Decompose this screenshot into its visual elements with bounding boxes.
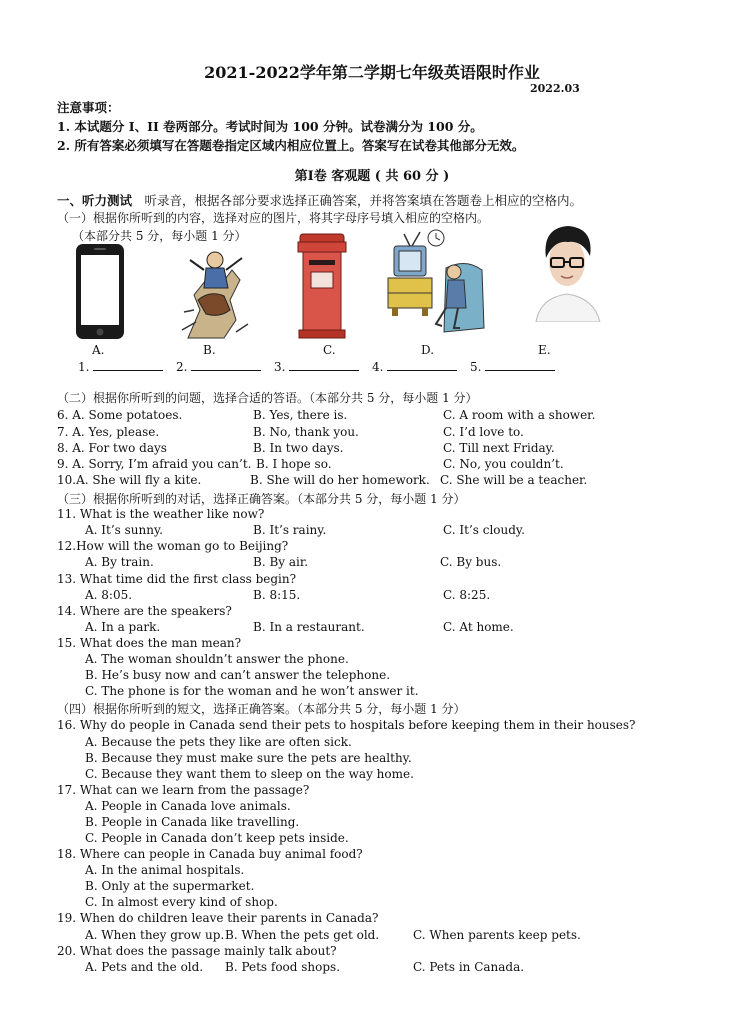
sub1-heading: （一）根据你所听到的内容，选择对应的图片，将其字母序号填入相应的空格内。 [57, 211, 490, 225]
option-c: C. By bus. [440, 555, 502, 569]
option-c: C. At home. [443, 620, 514, 634]
answer-blank[interactable] [176, 358, 261, 374]
option-b: B. Because they must make sure the pets are healthy. [85, 751, 412, 765]
horse-rider-icon [180, 240, 252, 340]
picture-label-d: D. [421, 343, 435, 357]
option-a: A. Pets and the old. [85, 960, 204, 974]
option-a: A. By train. [85, 555, 154, 569]
sub1-note: （本部分共 5 分，每小题 1 分） [72, 229, 247, 243]
option-a: A. Because the pets they like are often sick. [85, 735, 352, 749]
option-a: A. In the animal hospitals. [85, 863, 245, 877]
blank-number: 4. [372, 360, 384, 374]
option-b: B. Yes, there is. [253, 408, 348, 422]
option-a: A. When they grow up. [85, 928, 225, 942]
man-watching-tv-icon [386, 228, 488, 338]
blank-number: 1. [78, 360, 90, 374]
option-a: 8. A. For two days [57, 441, 167, 455]
notice-heading: 注意事项： [57, 100, 120, 115]
option-c: C. People in Canada don’t keep pets inside. [85, 831, 349, 845]
question-text: 12.How will the woman go to Beijing? [57, 539, 289, 553]
answer-blank[interactable] [470, 358, 555, 374]
option-a: 10.A. She will fly a kite. [57, 473, 202, 487]
notice-item: 1. 本试题分 I、II 卷两部分。考试时间为 100 分钟。试卷满分为 100 分。 [57, 119, 483, 134]
option-b: B. People in Canada like travelling. [85, 815, 300, 829]
option-c: C. She will be a teacher. [440, 473, 588, 487]
blank-number: 3. [274, 360, 286, 374]
sub3-heading: （三）根据你所听到的对话，选择正确答案。（本部分共 5 分，每小题 1 分） [57, 492, 466, 506]
sub2-heading: （二）根据你所听到的问题，选择合适的答语。（本部分共 5 分，每小题 1 分） [57, 391, 478, 405]
answer-blank[interactable] [274, 358, 359, 374]
question-text: 14. Where are the speakers? [57, 604, 232, 618]
option-c: C. Because they want them to sleep on the way home. [85, 767, 414, 781]
question-text: 15. What does the man mean? [57, 636, 242, 650]
answer-blank[interactable] [372, 358, 457, 374]
blank-number: 2. [176, 360, 188, 374]
option-a: 6. A. Some potatoes. [57, 408, 183, 422]
sub4-heading: （四）根据你所听到的短文，选择正确答案。（本部分共 5 分，每小题 1 分） [57, 702, 466, 716]
option-c: C. Till next Friday. [443, 441, 555, 455]
picture-label-c: C. [323, 343, 336, 357]
option-a: 7. A. Yes, please. [57, 425, 160, 439]
option-c: C. A room with a shower. [443, 408, 596, 422]
part-title: 第Ⅰ卷 客观题 ( 共 60 分 ) [294, 169, 450, 184]
option-b: B. I hope so. [256, 457, 332, 471]
answer-blank[interactable] [78, 358, 163, 374]
option-b: B. Only at the supermarket. [85, 879, 255, 893]
picture-label-b: B. [203, 343, 216, 357]
option-b: B. In two days. [253, 441, 344, 455]
option-c: C. It’s cloudy. [443, 523, 525, 537]
question-text: 13. What time did the first class begin? [57, 572, 297, 586]
option-a: A. It’s sunny. [85, 523, 163, 537]
question-text: 19. When do children leave their parents in Canada? [57, 911, 379, 925]
option-b: B. No, thank you. [253, 425, 359, 439]
option-c: C. In almost every kind of shop. [85, 895, 278, 909]
question-text: 20. What does the passage mainly talk about? [57, 944, 337, 958]
option-b: B. Pets food shops. [225, 960, 341, 974]
option-c: C. Pets in Canada. [413, 960, 525, 974]
option-a: 9. A. Sorry, I’m afraid you can’t. [57, 457, 252, 471]
question-text: 18. Where can people in Canada buy animal food? [57, 847, 363, 861]
question-text: 11. What is the weather like now? [57, 507, 265, 521]
section-heading [57, 191, 582, 209]
notice-item: 2. 所有答案必须填写在答题卷指定区域内相应位置上。答案写在试卷其他部分无效。 [57, 138, 525, 153]
option-b: B. By air. [253, 555, 309, 569]
option-b: B. It’s rainy. [253, 523, 327, 537]
section-heading-bold: 一、听力测试 [57, 193, 133, 208]
option-c: C. I’d love to. [443, 425, 524, 439]
question-text: 16. Why do people in Canada send their pets to hospitals before keeping them in their houses? [57, 718, 636, 732]
option-c: C. When parents keep pets. [413, 928, 581, 942]
option-b: B. 8:15. [253, 588, 301, 602]
option-c: C. 8:25. [443, 588, 491, 602]
option-a: A. In a park. [85, 620, 161, 634]
option-b: B. When the pets get old. [225, 928, 380, 942]
young-man-glasses-icon [528, 222, 606, 322]
option-b: B. In a restaurant. [253, 620, 365, 634]
blank-number: 5. [470, 360, 482, 374]
postbox-icon [294, 232, 350, 340]
question-text: 17. What can we learn from the passage? [57, 783, 310, 797]
option-a: A. 8:05. [85, 588, 133, 602]
exam-date: 2022.03 [530, 82, 580, 95]
option-a: A. The woman shouldn’t answer the phone. [85, 652, 349, 666]
exam-title: 2021-2022学年第二学期七年级英语限时作业 [204, 63, 540, 82]
option-c: C. The phone is for the woman and he won’t answer it. [85, 684, 419, 698]
option-b: B. He’s busy now and can’t answer the telephone. [85, 668, 391, 682]
option-a: A. People in Canada love animals. [85, 799, 291, 813]
option-c: C. No, you couldn’t. [443, 457, 564, 471]
smartphone-icon [75, 243, 125, 340]
picture-label-e: E. [538, 343, 551, 357]
section-heading-text: 听录音，根据各部分要求选择正确答案，并将答案填在答题卷上相应的空格内。 [132, 193, 583, 208]
option-b: B. She will do her homework. [250, 473, 430, 487]
picture-label-a: A. [92, 343, 105, 357]
